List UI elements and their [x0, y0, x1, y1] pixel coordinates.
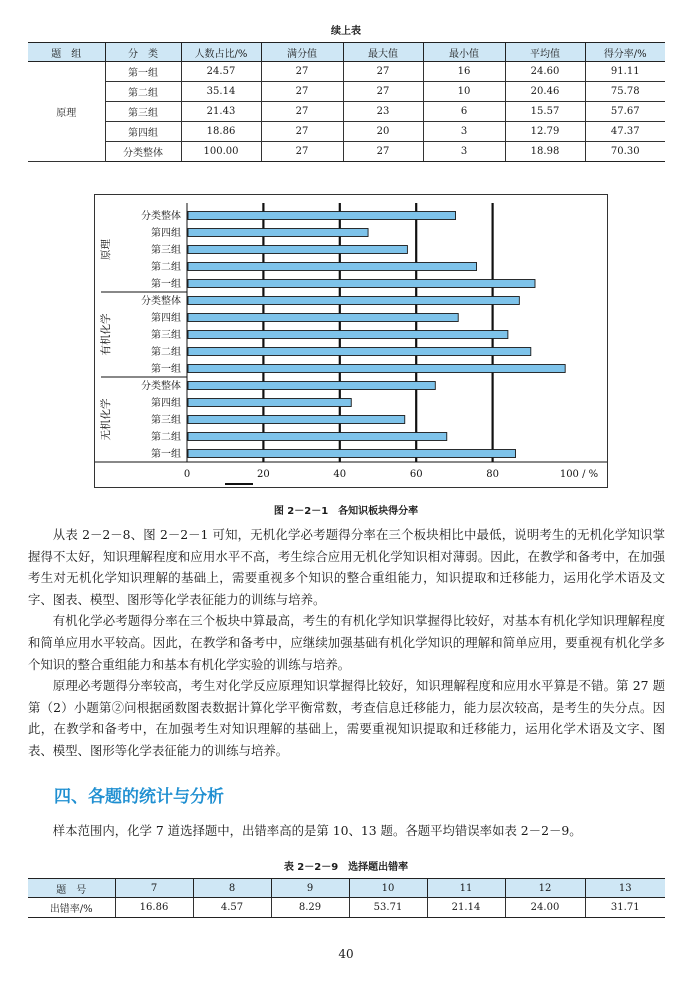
bar [188, 382, 435, 390]
category-label: 第二组 [151, 262, 181, 273]
value-cell: 27 [343, 82, 423, 102]
value-cell: 91.11 [585, 62, 665, 82]
value-cell: 31.71 [585, 898, 665, 918]
bar [188, 450, 516, 458]
column-header: 12 [505, 879, 585, 898]
value-cell: 24.00 [505, 898, 585, 918]
bar [188, 229, 368, 237]
column-header: 11 [427, 879, 505, 898]
value-cell: 53.71 [349, 898, 427, 918]
table-row [28, 82, 665, 102]
paragraph-organic: 有机化学必考题得分率在三个板块中算最高，考生的有机化学知识掌握得比较好，对基本有机化学知识理解程度和简单应用水平较高。因此，在教学和备考中，应继续加强基础有机化学知识的理解和简单应用，要重视有机化学多个知识的整合重组能力和基本有机化学实验的训练与培养。 [28, 613, 665, 672]
category-cell: 第二组 [105, 82, 181, 102]
value-cell: 10 [423, 82, 505, 102]
bar [188, 280, 535, 288]
table2-caption: 表 2－2－9 选择题出错率 [283, 862, 409, 873]
bar [188, 331, 508, 339]
group-label: 有机化学 [100, 313, 112, 356]
value-cell: 8.29 [271, 898, 349, 918]
bar [188, 399, 351, 407]
bar [188, 348, 531, 356]
table-row [28, 102, 665, 122]
x-tick-label: 60 [409, 469, 423, 480]
value-cell: 20.46 [505, 82, 585, 102]
table-row [28, 62, 665, 82]
paragraph-inorganic: 从表 2－2－8、图 2－2－1 可知，无机化学必考题得分率在三个板块相比中最低，说明考生的无机化学知识掌握得不太好，知识理解程度和应用水平不高，考生综合应用无机化学知识相对薄弱。因此，在教学和备考中，在加强考生对无机化学知识理解的基础上，需要重视多个知识的整合重组能力，知识提取和迁移能力，运用化学术语及文字、图表、模型、图形等化学表征能力的训练与培养。 [28, 527, 665, 607]
value-cell: 24.57 [181, 62, 261, 82]
column-header: 10 [349, 879, 427, 898]
column-header: 7 [115, 879, 193, 898]
paragraph-principle: 原理必考题得分率较高，考生对化学反应原理知识掌握得比较好，知识理解程度和应用水平算是不错。第 27 题第（2）小题第②问根据函数图表数据计算化学平衡常数，考查信息迁移能力，能力层次较高，是考生的失分点。因此，在教学和备考中，在加强考生对知识理解的基础上，需要重视知识提取和迁移能力，运用化学术语及文字、图表、模型、图形等化学表征能力的训练与培养。 [28, 678, 665, 758]
group-cell: 原理 [28, 62, 105, 162]
value-cell: 27 [261, 82, 343, 102]
error-rate-table [28, 878, 665, 918]
value-cell: 4.57 [193, 898, 271, 918]
category-label: 第四组 [151, 398, 181, 409]
column-header: 分 类 [105, 43, 181, 62]
value-cell: 16.86 [115, 898, 193, 918]
value-cell: 24.60 [505, 62, 585, 82]
value-cell: 27 [343, 62, 423, 82]
bar [188, 263, 477, 271]
category-label: 分类整体 [141, 211, 181, 222]
value-cell: 70.30 [585, 142, 665, 162]
category-label: 第四组 [151, 313, 181, 324]
x-tick-label: 0 [183, 469, 191, 480]
column-header: 题 号 [28, 879, 115, 898]
x-tick-label: 20 [257, 469, 270, 480]
value-cell: 3 [423, 142, 505, 162]
column-header: 13 [585, 879, 665, 898]
column-header: 满分值 [261, 43, 343, 62]
x-tick-label: 100 / % [559, 469, 599, 480]
value-cell: 27 [261, 62, 343, 82]
value-cell: 27 [261, 142, 343, 162]
category-label: 第二组 [151, 347, 181, 358]
category-cell: 第一组 [105, 62, 181, 82]
value-cell: 21.14 [427, 898, 505, 918]
value-cell: 27 [261, 102, 343, 122]
table-row [28, 898, 665, 918]
bar [188, 246, 407, 254]
x-tick-label: 40 [333, 469, 347, 480]
category-label: 第三组 [151, 245, 181, 256]
bar-chart [94, 194, 608, 488]
x-tick-label: 80 [486, 469, 499, 480]
value-cell: 18.86 [181, 122, 261, 142]
category-label: 第一组 [151, 279, 181, 290]
table-header-row [28, 43, 665, 62]
column-header: 平均值 [505, 43, 585, 62]
value-cell: 23 [343, 102, 423, 122]
table-row [28, 122, 665, 142]
category-cell: 分类整体 [105, 142, 181, 162]
column-header: 人数占比/% [181, 43, 261, 62]
value-cell: 47.37 [585, 122, 665, 142]
column-header: 得分率/% [585, 43, 665, 62]
table-header-row [28, 879, 665, 898]
category-label: 分类整体 [141, 381, 181, 392]
table1-caption: 续上表 [331, 26, 361, 37]
category-label: 第三组 [151, 415, 181, 426]
group-label: 无机化学 [100, 398, 112, 441]
column-header: 8 [193, 879, 271, 898]
value-cell: 15.57 [505, 102, 585, 122]
category-label: 第一组 [151, 364, 181, 375]
category-cell: 第三组 [105, 102, 181, 122]
table-row [28, 142, 665, 162]
bar [188, 314, 458, 322]
value-cell: 35.14 [181, 82, 261, 102]
body-text [28, 524, 665, 762]
value-cell: 27 [261, 122, 343, 142]
value-cell: 57.67 [585, 102, 665, 122]
page-number: 40 [338, 947, 354, 961]
bar [188, 416, 405, 424]
group-label: 原理 [100, 239, 112, 260]
category-label: 第四组 [151, 228, 181, 239]
value-cell: 21.43 [181, 102, 261, 122]
value-cell: 20 [343, 122, 423, 142]
value-cell: 75.78 [585, 82, 665, 102]
chart-svg [95, 195, 607, 487]
category-label: 第二组 [151, 432, 181, 443]
column-header: 9 [271, 879, 349, 898]
value-cell: 27 [343, 142, 423, 162]
section-paragraph: 样本范围内，化学 7 道选择题中，出错率高的是第 10、13 题。各题平均错误率如表 2－2－9。 [52, 823, 582, 838]
bar [188, 212, 456, 220]
bar [188, 297, 519, 305]
value-cell: 12.79 [505, 122, 585, 142]
value-cell: 18.98 [505, 142, 585, 162]
value-cell: 16 [423, 62, 505, 82]
category-label: 分类整体 [141, 296, 181, 307]
score-table [28, 42, 665, 162]
section-heading: 四、各题的统计与分析 [54, 787, 224, 807]
category-label: 第一组 [151, 449, 181, 460]
category-cell: 第四组 [105, 122, 181, 142]
column-header: 题 组 [28, 43, 105, 62]
section-paragraph-block [28, 820, 665, 842]
column-header: 最大值 [343, 43, 423, 62]
chart-title: 图 2－2－1 各知识板块得分率 [273, 506, 419, 517]
bar [188, 365, 565, 373]
bar [188, 433, 447, 441]
category-label: 第三组 [151, 330, 181, 341]
value-cell: 100.00 [181, 142, 261, 162]
value-cell: 3 [423, 122, 505, 142]
column-header: 最小值 [423, 43, 505, 62]
value-cell: 6 [423, 102, 505, 122]
row-label: 出错率/% [28, 898, 115, 918]
